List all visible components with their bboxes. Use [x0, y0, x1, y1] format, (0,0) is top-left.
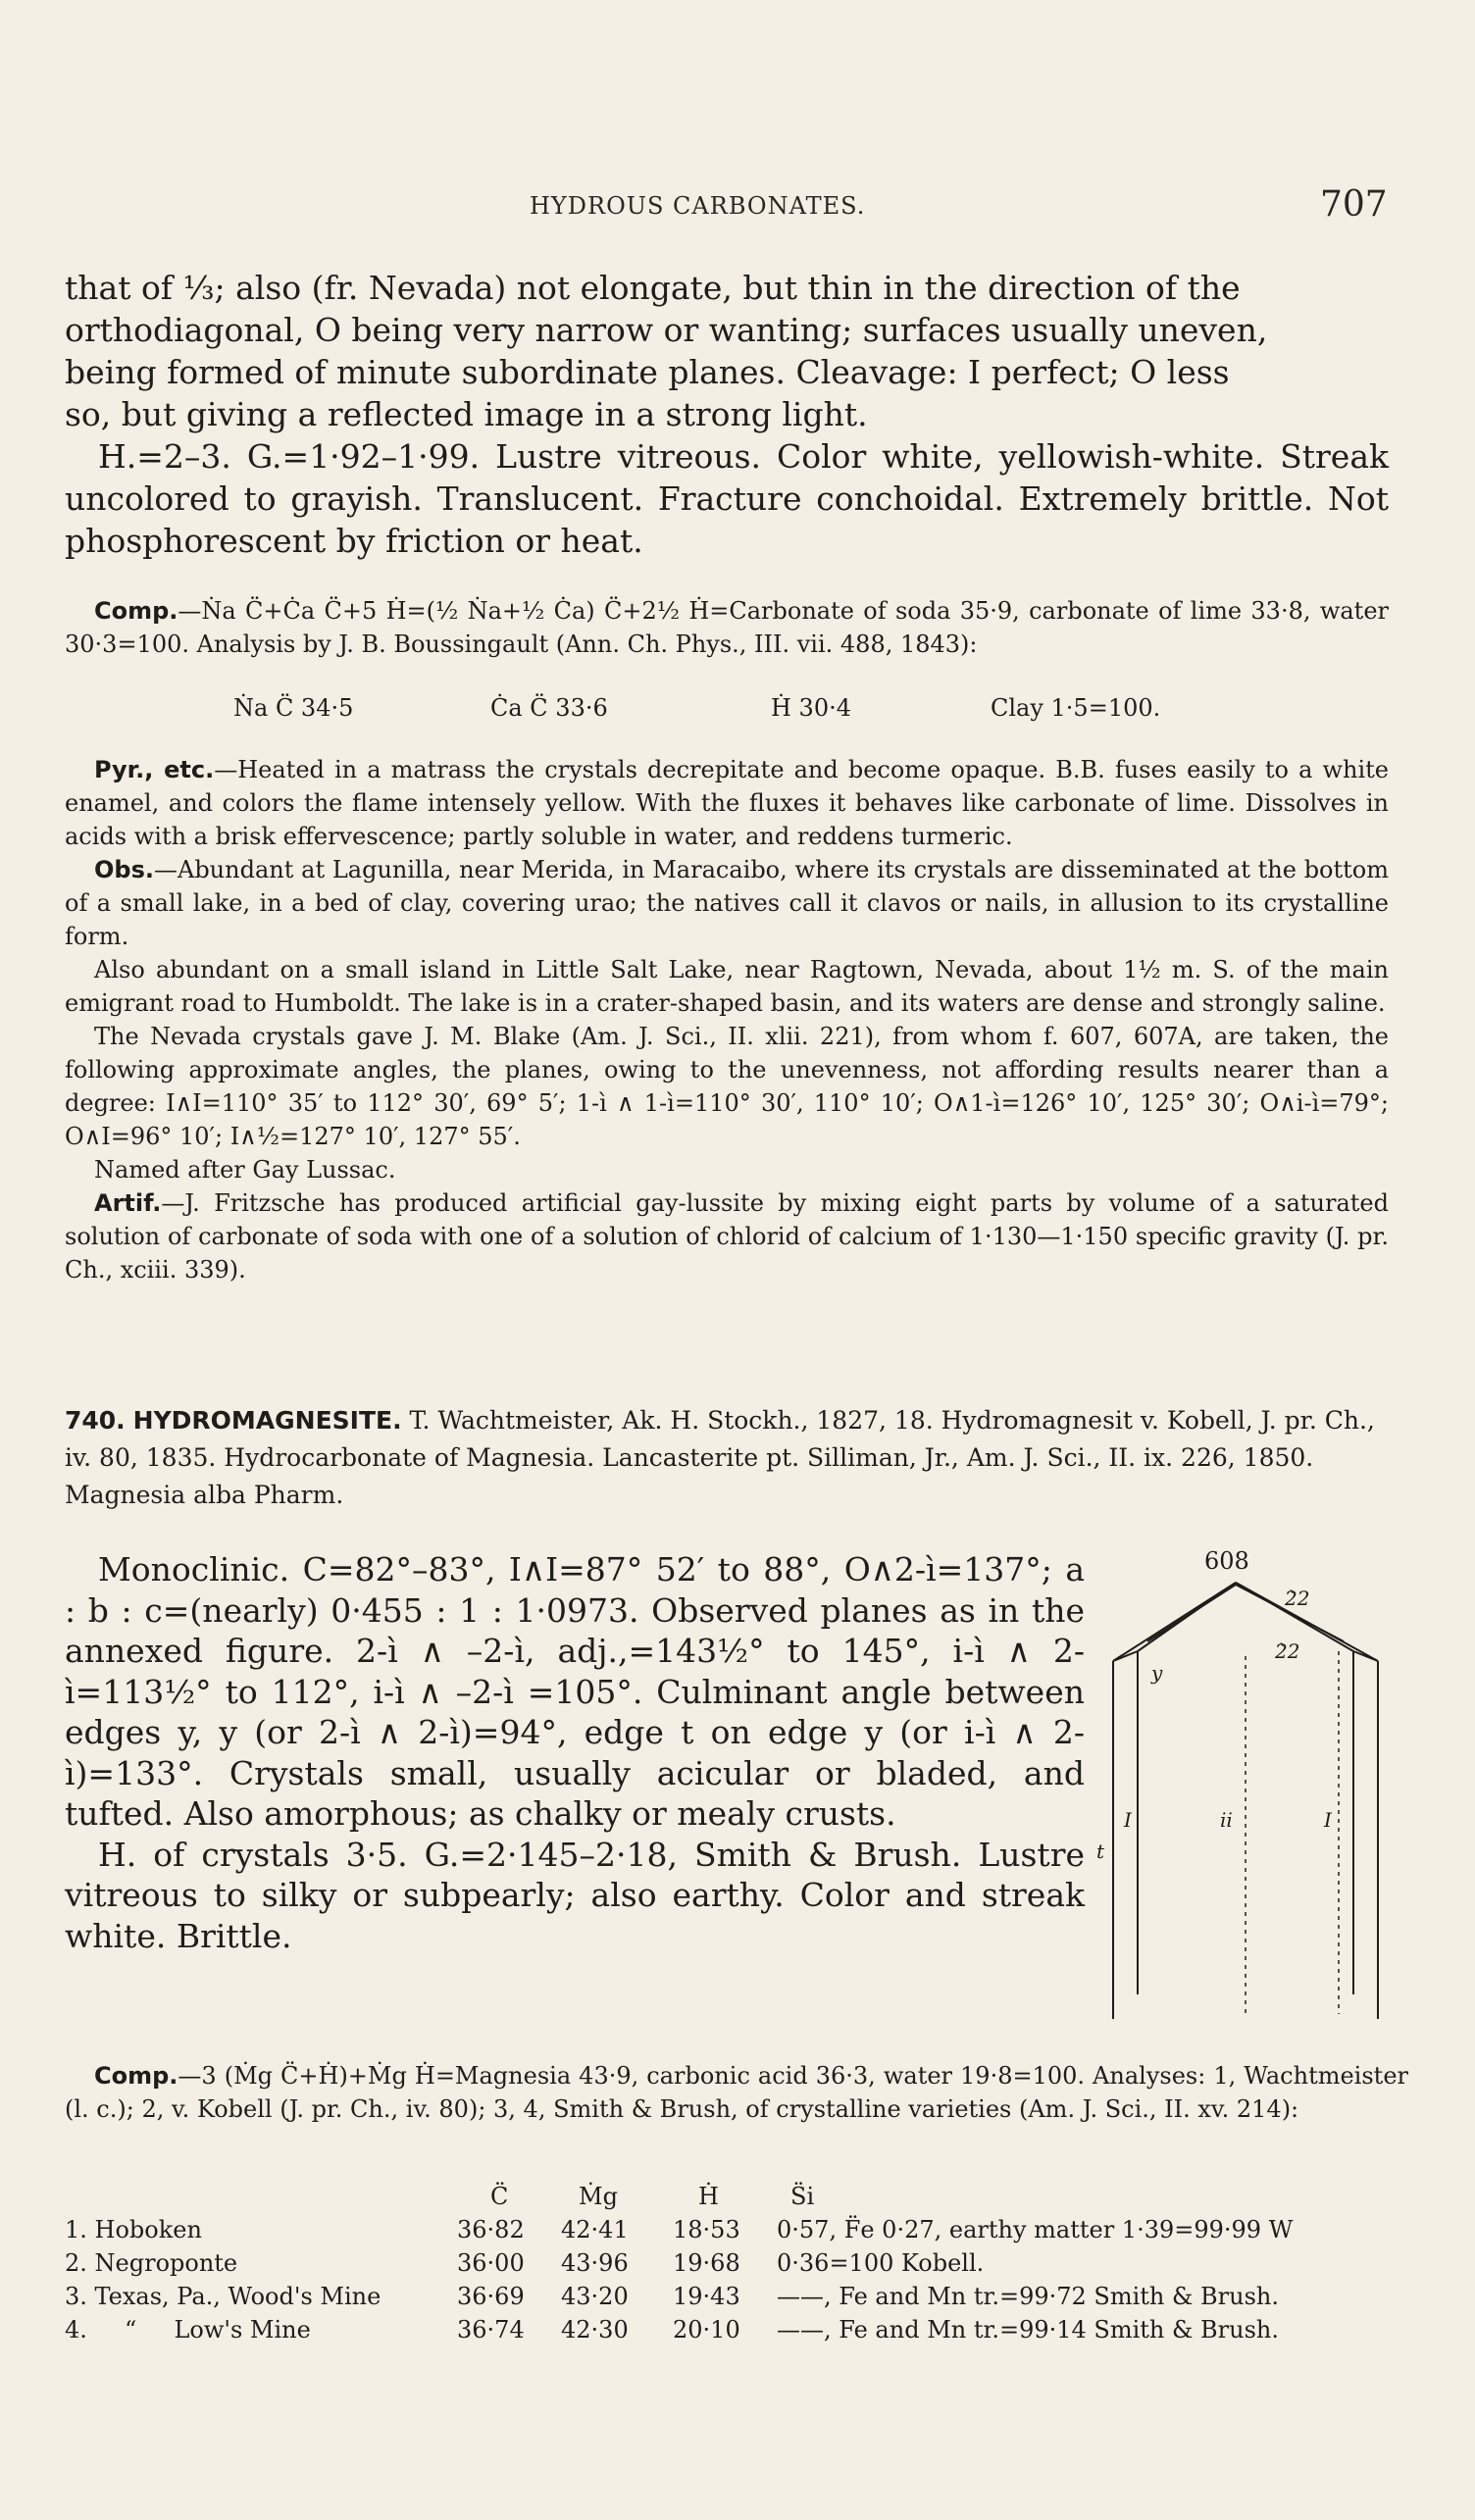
crystal-figure	[1089, 1543, 1402, 2024]
artif-text: —J. Fritzsche has produced artificial gay-lussite by mixing eight parts by volume of a saturated solution of carbonate of soda with one of a solution of chlorid of calcium of 1·130—1·150 specific gravity (J. pr. Ch., xciii. 339).	[65, 1189, 1389, 1284]
description-line: being formed of minute subordinate planes. Cleavage: I perfect; O less	[65, 353, 1230, 391]
face-label: 2̀2	[1285, 1587, 1310, 1610]
row-label: 4. “ Low's Mine	[65, 2316, 311, 2344]
obs-label: Obs.	[94, 856, 154, 883]
table-row	[65, 2216, 1418, 2249]
artif-label: Artif.	[94, 1189, 162, 1217]
hydromagnesite-description	[65, 1549, 1085, 1956]
cell: 36·69	[457, 2283, 525, 2310]
cell: 36·00	[457, 2249, 525, 2277]
cell: 0·36=100 Kobell.	[777, 2249, 985, 2277]
physical-properties: H. of crystals 3·5. G.=2·145–2·18, Smith & Brush. Lustre vitreous to silky or subpearly; also earthy. Color and streak white. Brittle.	[65, 1835, 1085, 1955]
comp-text: —3 (Ṁg C̈+Ḣ)+Ṁg Ḣ=Magnesia 43·9, carbonic acid 36·3, water 19·8=100. Analyses: 1, Wachtmeister (l. c.); 2, v. Kobell (J. pr. Ch., iv. 80); 3, 4, Smith & Brush, of crystalline varieties (Am. J. Sci., II. xv. 214):	[65, 2062, 1408, 2123]
crystal-drawing	[1089, 1543, 1402, 2024]
cell: 19·68	[673, 2249, 740, 2277]
description-line: that of ⅓; also (fr. Nevada) not elongate, but thin in the direction of the	[65, 269, 1241, 307]
obs-text: —Abundant at Lagunilla, near Merida, in Maracaibo, where its crystals are disseminated at the bottom of a small lake, in a bed of clay, covering urao; the natives call it clavos or nails, in allusion to its crystalline form.	[65, 856, 1389, 950]
species-title: HYDROMAGNESITE.	[132, 1406, 402, 1435]
named-after: Named after Gay Lussac.	[94, 1156, 396, 1184]
description-line: so, but giving a reflected image in a strong light.	[65, 395, 868, 433]
obs-paragraph: The Nevada crystals gave J. M. Blake (Am. J. Sci., II. xlii. 221), from whom f. 607, 607A, are taken, the following approximate angles, the planes, owing to the unevenness, not affording results nearer than a degree: I∧I=110° 35′ to 112° 30′, 69° 5′; 1-ì ∧ 1-ì=110° 30′, 110° 10′; O∧1-ì=126° 10′, 125° 30′; O∧i-ì=79°; O∧I=96° 10′; I∧½=127° 10′, 127° 55′.	[65, 1023, 1389, 1150]
column-header: Ḣ	[698, 2183, 719, 2210]
cell: 43·96	[561, 2249, 629, 2277]
gaylussite-composition	[65, 594, 1389, 661]
page-number: 707	[1320, 184, 1388, 225]
description-line: orthodiagonal, O being very narrow or wanting; surfaces usually uneven,	[65, 311, 1268, 349]
cell: ——, Fe and Mn tr.=99·14 Smith & Brush.	[777, 2316, 1279, 2344]
pyr-label: Pyr., etc.	[94, 756, 215, 783]
row-label: 3. Texas, Pa., Wood's Mine	[65, 2283, 381, 2310]
table-row	[65, 2249, 1418, 2283]
table-header	[65, 2183, 1418, 2216]
species-synonymy: T. Wachtmeister, Ak. H. Stockh., 1827, 18. Hydromagnesit v. Kobell, J. pr. Ch., iv. 80, 1835. Hydrocarbonate of Magnesia. Lancasterite pt. Silliman, Jr., Am. J. Sci., II. ix. 226, 1850. Magnesia alba Pharm.	[65, 1406, 1375, 1509]
analysis-value: Ṅa C̈ 34·5	[233, 694, 354, 722]
face-label: 2̀2	[1275, 1639, 1300, 1663]
face-label: I	[1124, 1808, 1132, 1832]
analysis-table	[65, 2183, 1418, 2349]
face-label: I	[1324, 1808, 1332, 1832]
table-row	[65, 2283, 1418, 2316]
cell: 19·43	[673, 2283, 740, 2310]
running-head: HYDROUS CARBONATES.	[530, 192, 866, 220]
analysis-row	[0, 694, 1475, 730]
column-header: S̈i	[790, 2183, 815, 2210]
cell: 20·10	[673, 2316, 740, 2344]
analysis-value: Ḣ 30·4	[771, 694, 851, 722]
figure-number: 608	[1204, 1547, 1249, 1575]
column-header: C̈	[490, 2183, 509, 2210]
cell: ——, Fe and Mn tr.=99·72 Smith & Brush.	[777, 2283, 1279, 2310]
row-label: 2. Negroponte	[65, 2249, 238, 2277]
cell: 36·74	[457, 2316, 525, 2344]
analysis-value: Clay 1·5=100.	[991, 694, 1161, 722]
cell: 42·30	[561, 2316, 629, 2344]
obs-paragraph: Also abundant on a small island in Little Salt Lake, near Ragtown, Nevada, about 1½ m. S. of the main emigrant road to Humboldt. The lake is in a crater-shaped basin, and its waters are dense and strongly saline.	[65, 956, 1389, 1017]
analysis-value: Ċa C̈ 33·6	[490, 694, 608, 722]
table-row	[65, 2316, 1418, 2349]
face-label: y	[1151, 1661, 1163, 1685]
gaylussite-description	[65, 267, 1389, 562]
cell: 18·53	[673, 2216, 740, 2243]
cell: 36·82	[457, 2216, 525, 2243]
comp-label: Comp.	[94, 597, 178, 625]
edge-label: t	[1096, 1840, 1105, 1863]
species-heading	[65, 1402, 1389, 1514]
face-label: ii	[1220, 1808, 1233, 1832]
comp-label: Comp.	[94, 2062, 178, 2090]
gaylussite-notes	[65, 753, 1389, 1286]
cell: 0·57, F̈e 0·27, earthy matter 1·39=99·99 W	[777, 2216, 1294, 2243]
pyr-text: —Heated in a matrass the crystals decrepitate and become opaque. B.B. fuses easily to a white enamel, and colors the flame intensely yellow. With the fluxes it behaves like carbonate of lime. Dissolves in acids with a brisk effervescence; partly soluble in water, and reddens turmeric.	[65, 756, 1389, 850]
column-header: Ṁg	[579, 2183, 618, 2210]
crystallography: Monoclinic. C=82°–83°, I∧I=87° 52′ to 88°, O∧2-ì=137°; a : b : c=(nearly) 0·455 : 1 : 1·0973. Observed planes as in the annexed figure. 2-ì ∧ –2-ì, adj.,=143½° to 145°, i-ì ∧ 2-ì=113½° to 112°, i-ì ∧ –2-ì =105°. Culminant angle between edges y, y (or 2-ì ∧ 2-ì)=94°, edge t on edge y (or i-ì ∧ 2-ì)=133°. Crystals small, usually acicular or bladed, and tufted. Also amorphous; as chalky or mealy crusts.	[65, 1550, 1085, 1833]
physical-properties: H.=2–3. G.=1·92–1·99. Lustre vitreous. Color white, yellowish-white. Streak uncolored to grayish. Translucent. Fracture conchoidal. Extremely brittle. Not phosphorescent by friction or heat.	[65, 437, 1389, 560]
comp-text: —Ṅa C̈+Ċa C̈+5 Ḣ=(½ Ṅa+½ Ċa) C̈+2½ Ḣ=Carbonate of soda 35·9, carbonate of lime 33·8, water 30·3=100. Analysis by J. B. Boussingault (Ann. Ch. Phys., III. vii. 488, 1843):	[65, 597, 1389, 658]
hydromagnesite-composition	[65, 2059, 1408, 2126]
cell: 43·20	[561, 2283, 629, 2310]
row-label: 1. Hoboken	[65, 2216, 202, 2243]
cell: 42·41	[561, 2216, 629, 2243]
species-number: 740.	[65, 1406, 126, 1435]
